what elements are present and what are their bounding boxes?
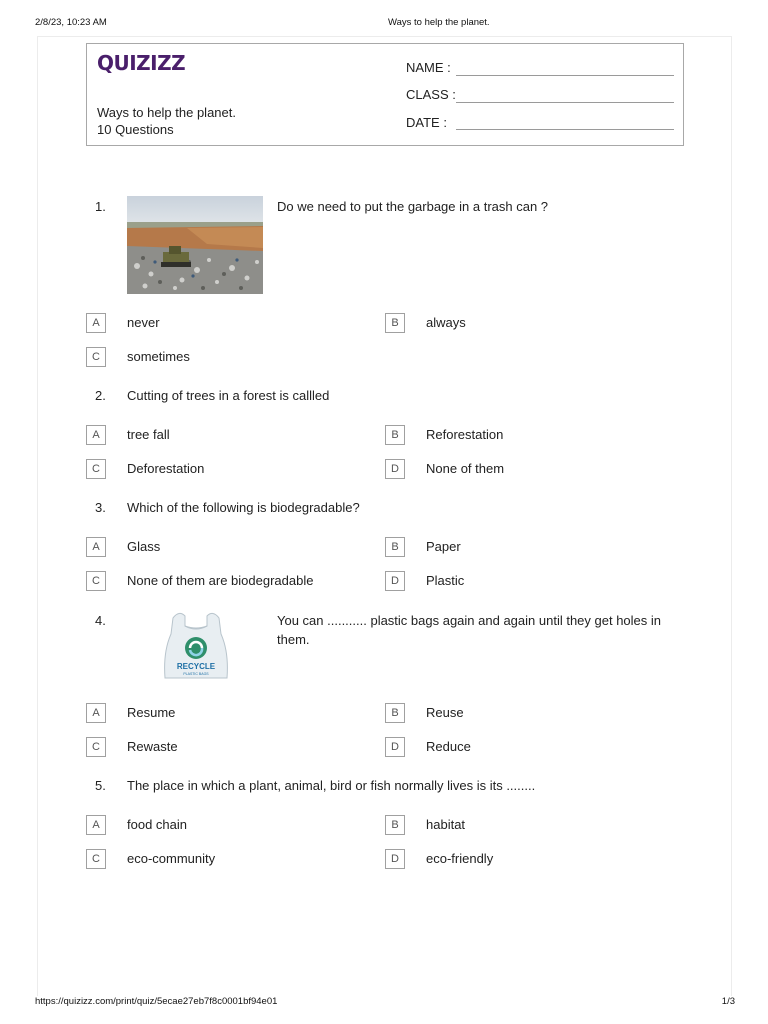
option-text: Resume [127, 705, 176, 720]
date-label: DATE : [406, 115, 447, 130]
option-box-b[interactable]: B [385, 425, 405, 445]
option-text: Rewaste [127, 739, 178, 754]
question-text: Cutting of trees in a forest is callled [127, 388, 330, 403]
class-field[interactable] [456, 102, 674, 103]
option-text: Reuse [426, 705, 464, 720]
option-text: eco-community [127, 851, 216, 866]
question-number: 2. [95, 388, 106, 403]
question-count: 10 Questions [97, 122, 174, 137]
option-box-a[interactable]: A [86, 537, 106, 557]
option-text: Reforestation [426, 427, 504, 442]
option-text: Paper [426, 539, 461, 554]
option-box-c[interactable]: C [86, 571, 106, 591]
print-header [0, 17, 768, 31]
question-text: Do we need to put the garbage in a trash can ? [277, 199, 549, 214]
plastic-bags-label: PLASTIC BAGS [183, 672, 209, 676]
option-text: habitat [426, 817, 466, 832]
option-box-d[interactable]: D [385, 849, 405, 869]
page-indicator: 1/3 [721, 996, 735, 1007]
option-text: Reduce [426, 739, 471, 754]
question-text: The place in which a plant, animal, bird or fish normally lives is its ........ [127, 778, 536, 793]
option-box-b[interactable]: B [385, 815, 405, 835]
option-text: never [127, 315, 160, 330]
option-box-a[interactable]: A [86, 815, 106, 835]
option-text: None of them [426, 461, 505, 476]
quizizz-logo: QUIZIZZ [97, 51, 186, 75]
question-number: 3. [95, 500, 106, 515]
landfill-photo [127, 196, 263, 294]
option-text: Plastic [426, 573, 465, 588]
option-box-d[interactable]: D [385, 459, 405, 479]
question-number: 1. [95, 199, 106, 214]
name-label: NAME : [406, 60, 451, 75]
question-text: You can ........... plastic bags again and again until they get holes in them. [277, 613, 662, 647]
quiz-title: Ways to help the planet. [97, 105, 236, 120]
print-doc-title: Ways to help the planet. [388, 17, 490, 28]
option-text: sometimes [127, 349, 190, 364]
question-number: 4. [95, 613, 106, 628]
option-text: food chain [127, 817, 187, 832]
option-box-a[interactable]: A [86, 703, 106, 723]
option-box-d[interactable]: D [385, 737, 405, 757]
option-box-c[interactable]: C [86, 459, 106, 479]
question-number: 5. [95, 778, 106, 793]
option-box-b[interactable]: B [385, 313, 405, 333]
option-text: Deforestation [127, 461, 205, 476]
option-text: Glass [127, 539, 161, 554]
print-url: https://quizizz.com/print/quiz/5ecae27eb7f8c0001bf94e01 [35, 996, 278, 1007]
option-box-c[interactable]: C [86, 849, 106, 869]
option-text: tree fall [127, 427, 170, 442]
option-box-a[interactable]: A [86, 313, 106, 333]
class-label: CLASS : [406, 87, 456, 102]
option-box-a[interactable]: A [86, 425, 106, 445]
option-text: None of them are biodegradable [127, 573, 314, 588]
option-box-d[interactable]: D [385, 571, 405, 591]
name-field[interactable] [456, 75, 674, 76]
quiz-header-box [86, 43, 684, 146]
option-text: always [426, 315, 466, 330]
option-box-b[interactable]: B [385, 703, 405, 723]
print-footer [0, 996, 768, 1010]
date-field[interactable] [456, 129, 674, 130]
question-text: Which of the following is biodegradable? [127, 500, 360, 515]
print-datetime: 2/8/23, 10:23 AM [35, 17, 107, 28]
option-text: eco-friendly [426, 851, 494, 866]
option-box-c[interactable]: C [86, 347, 106, 367]
recycle-bag-image [155, 608, 237, 684]
option-box-c[interactable]: C [86, 737, 106, 757]
recycle-label: RECYCLE [176, 662, 216, 671]
option-box-b[interactable]: B [385, 537, 405, 557]
